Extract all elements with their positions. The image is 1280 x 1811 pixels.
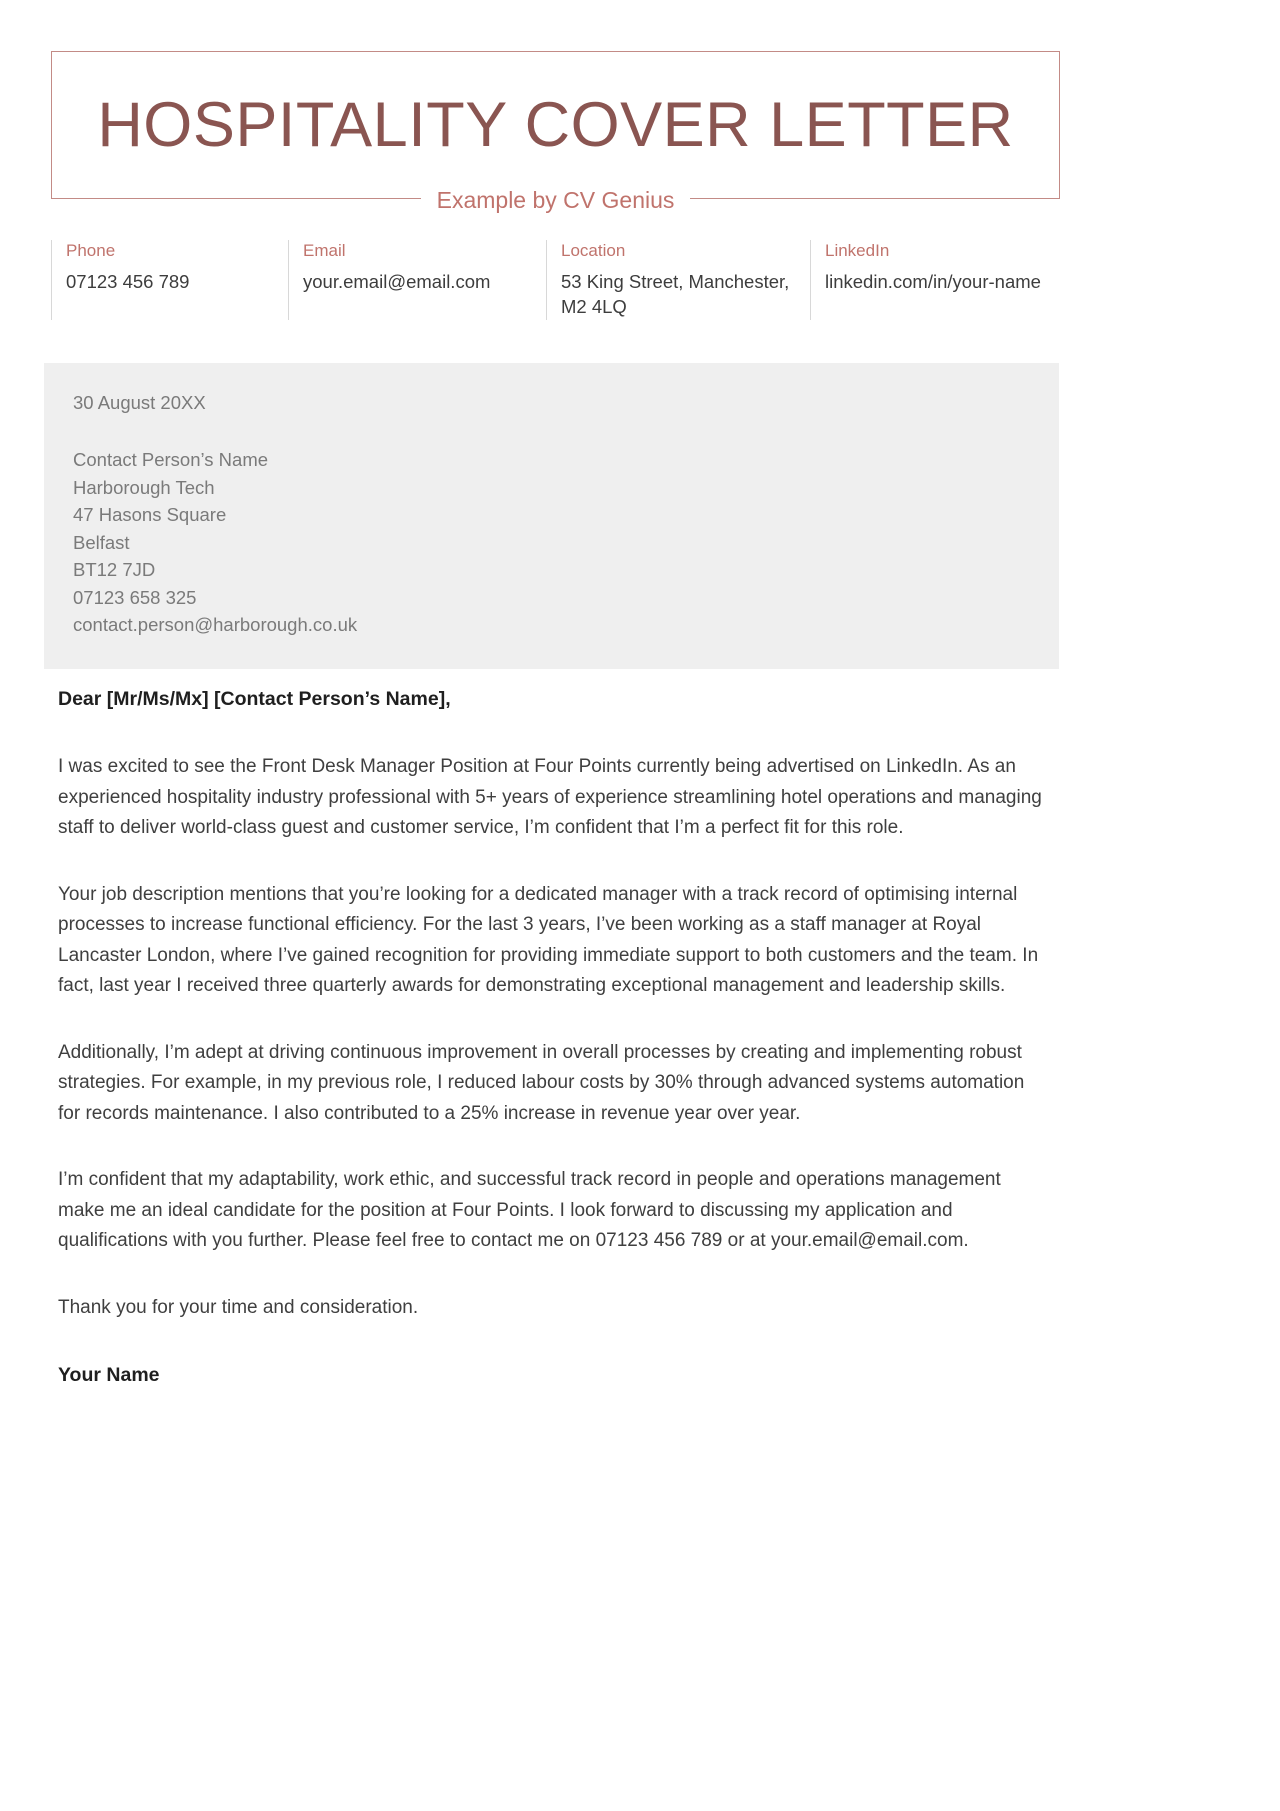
contact-value-linkedin: linkedin.com/in/your-name bbox=[825, 271, 1041, 292]
recipient-line: 47 Hasons Square bbox=[73, 504, 227, 525]
recipient-line: BT12 7JD bbox=[73, 559, 156, 580]
recipient-line: Contact Person’s Name bbox=[73, 449, 269, 470]
letter-date: 30 August 20XX bbox=[73, 392, 206, 413]
contact-value-location: 53 King Street, Manchester, M2 4LQ bbox=[561, 271, 790, 317]
letter-paragraph: Your job description mentions that you’re looking for a dedicated manager with a track record of optimising internal processes to increase functional efficiency. For the last 3 years, I’ve been working as a staff manager at Royal Lancaster London, where I’ve gained recognition for providing immediate support to both customers and the team. In fact, last year I received three quarterly awards for demonstrating exceptional management and leadership skills. bbox=[58, 883, 1039, 996]
letter-salutation: Dear [Mr/Ms/Mx] [Contact Person’s Name], bbox=[58, 688, 451, 710]
letter-paragraph: I’m confident that my adaptability, work ethic, and successful track record in people and operations management make me an ideal candidate for the position at Four Points. I look forward to discussing my application and qualifications with you further. Please feel free to contact me on 07123 456 789 or at your.email@email.com. bbox=[58, 1169, 1001, 1251]
recipient-block bbox=[44, 363, 1059, 669]
letter-paragraph: Additionally, I’m adept at driving continuous improvement in overall processes by creating and implementing robust strategies. For example, in my previous role, I reduced labour costs by 30% through advanced systems automation for records maintenance. I also contributed to a 25% increase in revenue year over year. bbox=[58, 1041, 1025, 1124]
contact-label-linkedin: LinkedIn bbox=[825, 241, 890, 260]
recipient-line: contact.person@harborough.co.uk bbox=[73, 614, 358, 635]
recipient-line: Harborough Tech bbox=[73, 476, 215, 498]
letter-paragraph: I was excited to see the Front Desk Manager Position at Four Points currently being advertised on LinkedIn. As an experienced hospitality industry professional with 5+ years of experience streamlining hotel operations and managing staff to deliver world-class guest and customer service, I’m confident that I’m a perfect fit for this role. bbox=[58, 756, 1042, 838]
contact-label-email: Email bbox=[303, 241, 346, 260]
recipient-line: 07123 658 325 bbox=[73, 586, 197, 608]
contact-item-email bbox=[288, 240, 546, 320]
contact-item-location bbox=[546, 240, 810, 320]
contact-row bbox=[51, 240, 1231, 320]
page-title: HOSPITALITY COVER LETTER bbox=[97, 90, 1014, 160]
contact-value-phone: 07123 456 789 bbox=[66, 271, 190, 292]
contact-item-phone bbox=[51, 240, 288, 320]
letter-signature: Your Name bbox=[58, 1364, 160, 1386]
contact-label-phone: Phone bbox=[66, 241, 116, 260]
recipient-line: Belfast bbox=[73, 531, 130, 553]
header-subtitle: Example by CV Genius bbox=[421, 182, 691, 218]
header-subtitle-wrapper bbox=[51, 182, 1060, 218]
contact-value-email: your.email@email.com bbox=[303, 271, 491, 292]
contact-item-linkedin bbox=[810, 240, 1060, 320]
contact-label-location: Location bbox=[561, 241, 626, 260]
letter-body bbox=[58, 686, 1043, 1388]
letter-closing: Thank you for your time and consideration. bbox=[58, 1296, 419, 1318]
